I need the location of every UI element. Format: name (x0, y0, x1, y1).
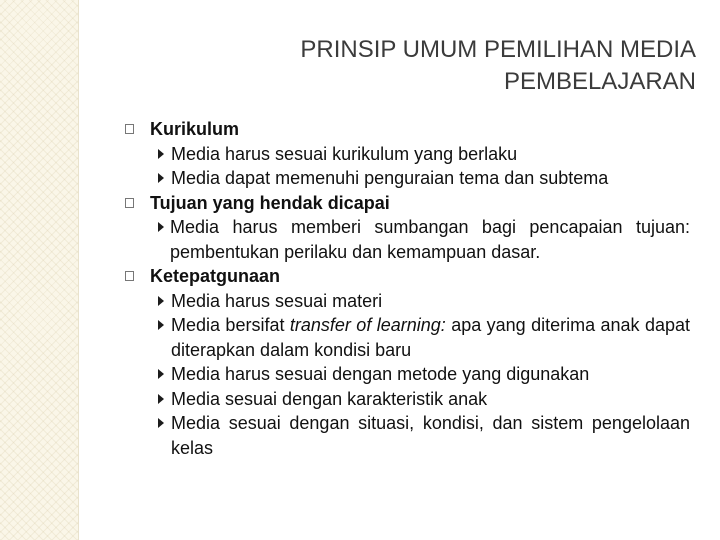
list-item (137, 142, 690, 167)
triangle-right-icon (158, 320, 164, 330)
triangle-right-icon (158, 394, 164, 404)
section-heading-text: Tujuan yang hendak dicapai (150, 192, 390, 213)
list-item-text: Media sesuai dengan situasi, kondisi, dan sistem pengelolaan kelas (171, 413, 690, 458)
list-item (137, 411, 690, 460)
slide-title (176, 34, 696, 98)
list-item (137, 215, 690, 264)
list-item-text: Media sesuai dengan karakteristik anak (171, 388, 488, 409)
section-heading-tujuan (137, 191, 690, 216)
list-item-text: Media dapat memenuhi penguraian tema dan subtema (171, 168, 609, 188)
list-item (137, 387, 690, 412)
triangle-right-icon (158, 149, 164, 159)
slide-title-line-2: PEMBELAJARAN (503, 68, 696, 95)
list-item-text-italic: transfer of learning: (289, 315, 446, 335)
triangle-right-icon (158, 173, 164, 183)
list-item (137, 313, 690, 362)
checkbox-icon (125, 124, 134, 134)
list-item-text-start: Media bersifat (171, 315, 290, 335)
section-heading-text: Kurikulum (150, 119, 240, 139)
list-item-text: Media harus memberi sumbangan bagi pencapaian tujuan: pembentukan perilaku dan kemampuan dasar. (170, 217, 690, 262)
slide-title-line-1: PRINSIP UMUM PEMILIHAN MEDIA (300, 36, 696, 63)
list-item (137, 289, 690, 314)
checkbox-icon (125, 271, 134, 281)
list-item (137, 362, 690, 387)
section-heading-text: Ketepatgunaan (150, 266, 281, 286)
list-item (137, 166, 690, 191)
triangle-right-icon (158, 418, 164, 428)
section-heading-ketepatgunaan (137, 264, 690, 289)
section-heading-kurikulum (137, 117, 690, 142)
slide-content (137, 117, 690, 460)
list-item-text-end: apa yang diterima anak dapat diterapkan dalam kondisi baru (171, 315, 690, 360)
decorative-side-panel (0, 0, 79, 540)
triangle-right-icon (158, 296, 164, 306)
list-item-text: Media harus sesuai materi (171, 290, 383, 311)
triangle-right-icon (158, 369, 164, 379)
triangle-right-icon (158, 222, 164, 232)
list-item-text: Media harus sesuai kurikulum yang berlaku (171, 143, 518, 164)
checkbox-icon (125, 198, 134, 208)
list-item-text: Media harus sesuai dengan metode yang digunakan (171, 364, 590, 384)
